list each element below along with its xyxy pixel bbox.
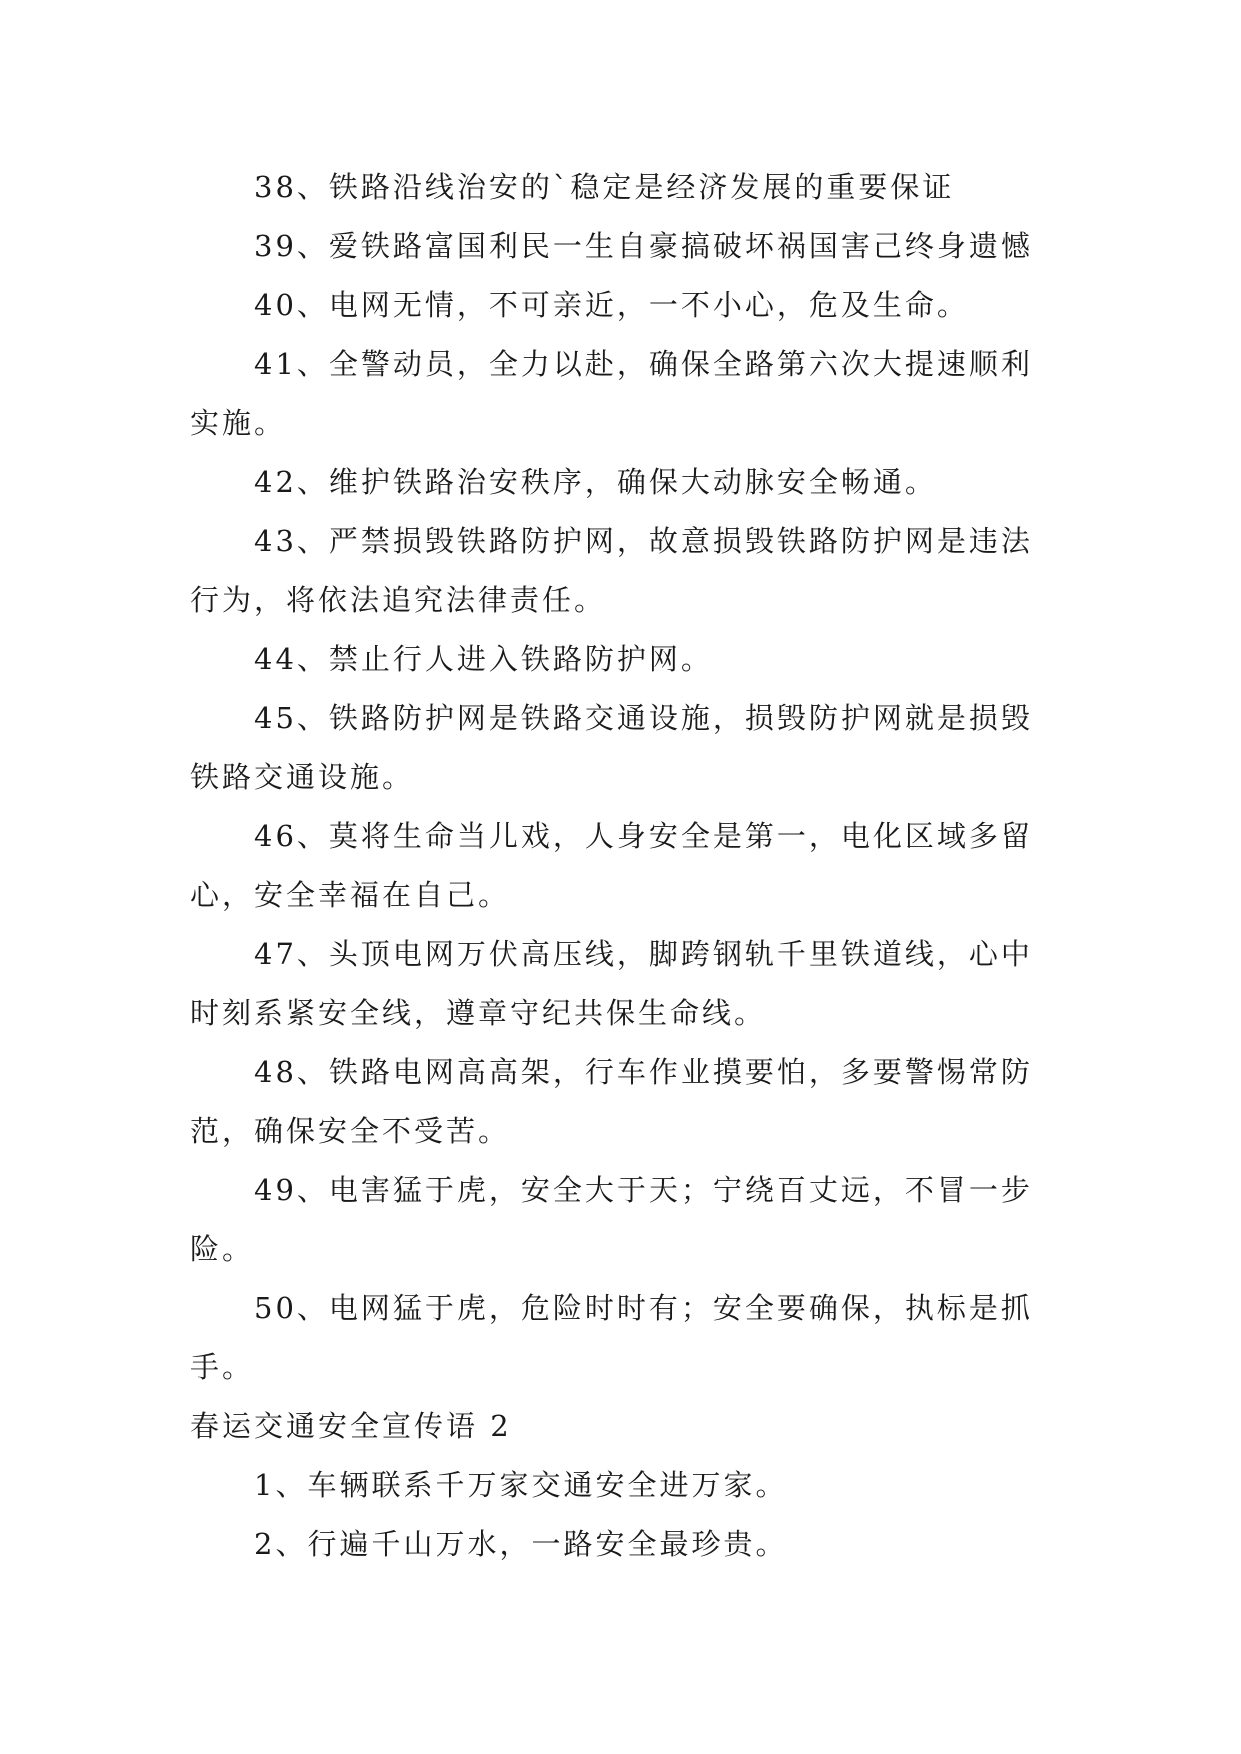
slogan-47: 47、头顶电网万伏高压线，脚跨钢轨千里铁道线，心中时刻系紧安全线，遵章守纪共保生命线。 — [190, 937, 1033, 1030]
slogan-46: 46、莫将生命当儿戏，人身安全是第一，电化区域多留心，安全幸福在自己。 — [190, 819, 1033, 912]
slogan-48: 48、铁路电网高高架，行车作业摸要怕，多要警惕常防范，确保安全不受苦。 — [190, 1055, 1033, 1148]
slogan-50: 50、电网猛于虎，危险时时有；安全要确保，执标是抓手。 — [190, 1291, 1033, 1384]
slogan-2-2: 2、行遍千山万水，一路安全最珍贵。 — [254, 1527, 788, 1561]
slogan-49: 49、电害猛于虎，安全大于天；宁绕百丈远，不冒一步险。 — [190, 1173, 1033, 1266]
slogan-40: 40、电网无情，不可亲近，一不小心，危及生命。 — [254, 288, 969, 322]
slogan-2-1: 1、车辆联系千万家交通安全进万家。 — [254, 1468, 788, 1502]
slogan-41: 41、全警动员，全力以赴，确保全路第六次大提速顺利实施。 — [190, 347, 1033, 440]
slogan-42: 42、维护铁路治安秩序，确保大动脉安全畅通。 — [254, 465, 937, 499]
slogan-44: 44、禁止行人进入铁路防护网。 — [254, 642, 713, 676]
slogan-39: 39、爱铁路富国利民一生自豪搞破坏祸国害己终身遗憾 — [254, 229, 1033, 263]
slogan-38: 38、铁路沿线治安的`稳定是经济发展的重要保证 — [254, 170, 955, 204]
slogan-45: 45、铁路防护网是铁路交通设施，损毁防护网就是损毁铁路交通设施。 — [190, 701, 1033, 794]
slogan-43: 43、严禁损毁铁路防护网，故意损毁铁路防护网是违法行为，将依法追究法律责任。 — [190, 524, 1033, 617]
section-heading: 春运交通安全宣传语 2 — [190, 1409, 512, 1443]
document-page — [190, 158, 1050, 1574]
